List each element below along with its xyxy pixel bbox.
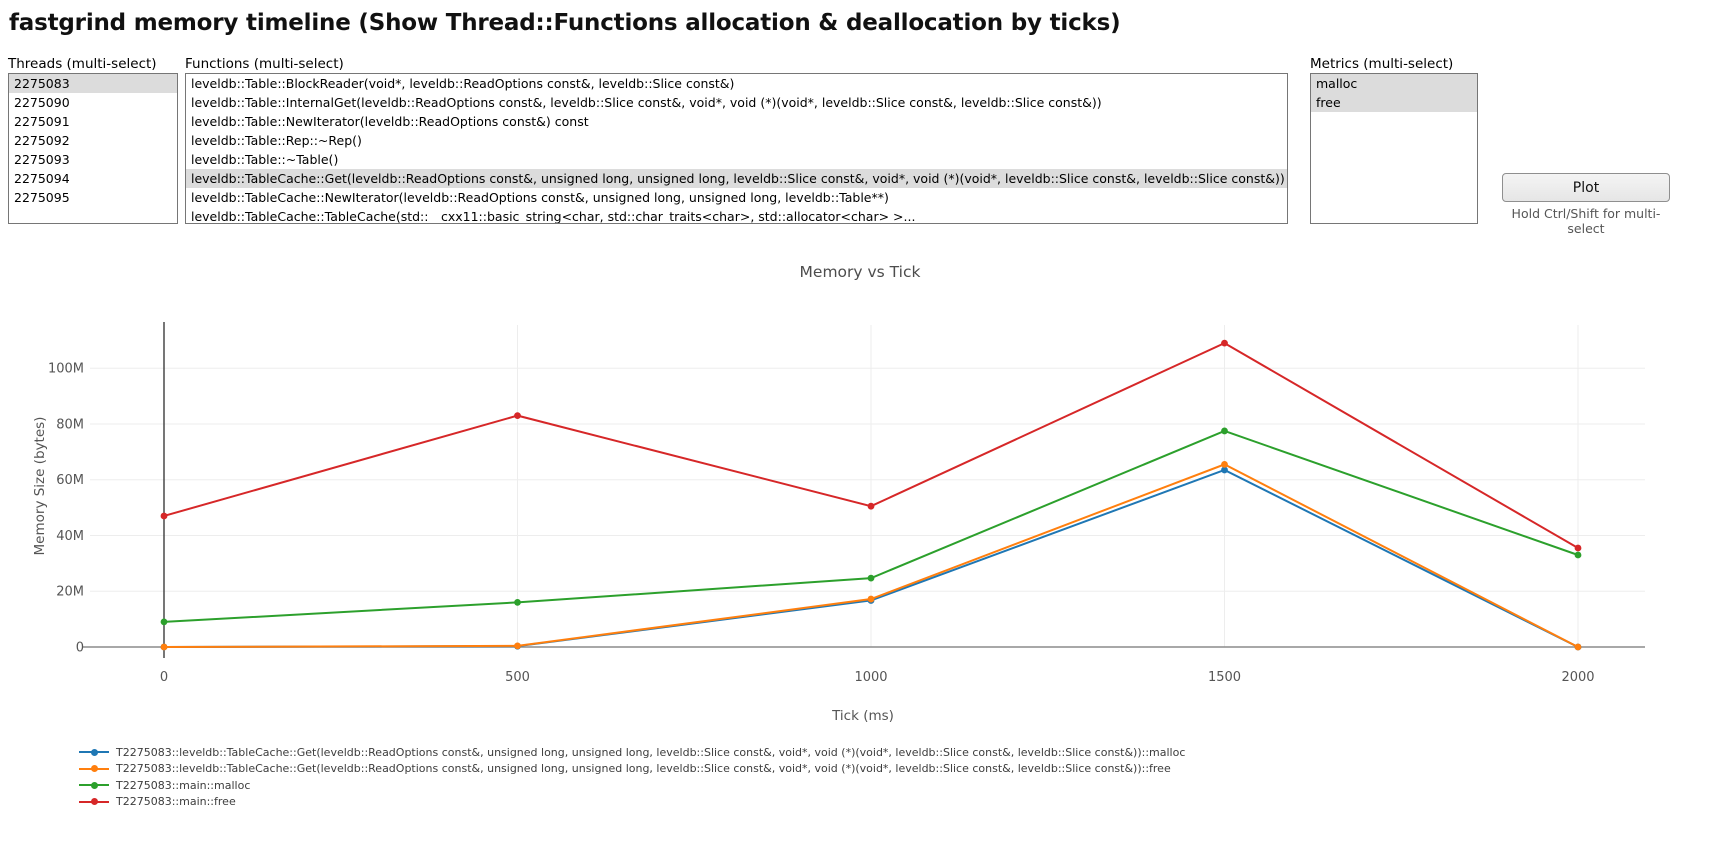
list-option[interactable]: 2275094 [14,171,70,186]
chart-title: Memory vs Tick [799,263,921,281]
data-point-marker [868,596,875,603]
y-tick-label: 100M [47,361,84,377]
data-point-marker [1221,428,1228,435]
list-option[interactable]: 2275083 [9,74,177,93]
legend-label: T2275083::main::malloc [116,778,251,792]
y-tick-label: 60M [56,473,84,489]
list-option[interactable]: malloc [1311,74,1477,93]
data-point-marker [161,644,168,651]
data-point-marker [1575,644,1582,651]
list-option[interactable]: leveldb::Table::Rep::~Rep() [191,133,362,148]
list-option[interactable]: leveldb::TableCache::Get(leveldb::ReadOptions const&, unsigned long, unsigned long, leveldb::Slice const&, void*, void (*)(void*, leveldb::Slice const&, leveldb::Slice const&)) [186,169,1287,188]
list-option[interactable]: 2275090 [14,95,70,110]
data-point-marker [1221,340,1228,347]
x-tick-label: 2000 [1561,670,1595,685]
y-axis-title: Memory Size (bytes) [32,416,48,556]
data-point-marker [514,642,521,649]
list-option[interactable]: leveldb::Table::NewIterator(leveldb::ReadOptions const&) const [191,114,589,129]
multiselect-hint: Hold Ctrl/Shift for multi-select [1511,206,1661,236]
list-option[interactable]: leveldb::Table::BlockReader(void*, leveldb::ReadOptions const&, leveldb::Slice const&) [191,76,735,91]
list-option[interactable]: leveldb::Table::InternalGet(leveldb::ReadOptions const&, leveldb::Slice const&, void*, void (*)(void*, leveldb::Slice const&, leveldb::Slice const&)) [191,95,1102,110]
list-option[interactable]: leveldb::Table::~Table() [191,152,339,167]
y-tick-label: 80M [56,417,84,433]
legend-item [79,794,1185,811]
x-tick-label: 0 [159,670,169,685]
data-point-marker [161,619,168,626]
legend-line-dot-marker [79,748,109,757]
data-point-marker [868,503,875,510]
chart-legend [79,744,1185,810]
legend-item [79,761,1185,778]
legend-item [79,744,1185,761]
data-point-marker [514,599,521,606]
plot-button[interactable]: Plot [1502,173,1670,202]
list-option[interactable]: leveldb::TableCache::NewIterator(leveldb::ReadOptions const&, unsigned long, unsigned long, leveldb::Table**) [191,190,889,205]
page-title: fastgrind memory timeline (Show Thread::Functions allocation & deallocation by ticks) [9,10,1121,36]
list-option[interactable]: 2275091 [14,114,70,129]
data-point-marker [1221,461,1228,468]
legend-line-dot-marker [79,781,109,790]
data-point-marker [1575,545,1582,552]
legend-line-dot-marker [79,764,109,773]
list-option[interactable]: leveldb::TableCache::TableCache(std::__cxx11::basic_string<char, std::char_traits<char>, std::allocator<char> >... [191,209,916,224]
threads-list-label: Threads (multi-select) [8,56,157,72]
x-tick-label: 500 [505,670,530,685]
legend-label: T2275083::leveldb::TableCache::Get(leveldb::ReadOptions const&, unsigned long, unsigned long, leveldb::Slice const&, void*, void (*)(void*, leveldb::Slice const&, leveldb::Slice const&))::malloc [116,745,1186,759]
x-tick-label: 1500 [1207,670,1242,685]
data-point-marker [161,513,168,520]
list-option[interactable]: free [1311,93,1477,112]
y-tick-label: 0 [75,640,84,656]
y-tick-label: 20M [56,584,84,600]
list-option[interactable]: 2275093 [14,152,70,167]
functions-list-label: Functions (multi-select) [185,56,344,72]
metrics-list-label: Metrics (multi-select) [1310,56,1454,72]
legend-label: T2275083::leveldb::TableCache::Get(leveldb::ReadOptions const&, unsigned long, unsigned long, leveldb::Slice const&, void*, void (*)(void*, leveldb::Slice const&, leveldb::Slice const&))::free [116,762,1171,776]
data-point-marker [868,575,875,582]
x-axis-title: Tick (ms) [832,708,894,724]
legend-label: T2275083::main::free [116,795,236,809]
data-point-marker [1575,552,1582,559]
y-tick-label: 40M [56,528,84,544]
list-option[interactable]: 2275095 [14,190,70,205]
x-tick-label: 1000 [854,670,888,685]
legend-item [79,777,1185,794]
legend-line-dot-marker [79,797,109,806]
list-option[interactable]: 2275092 [14,133,70,148]
data-point-marker [514,412,521,419]
